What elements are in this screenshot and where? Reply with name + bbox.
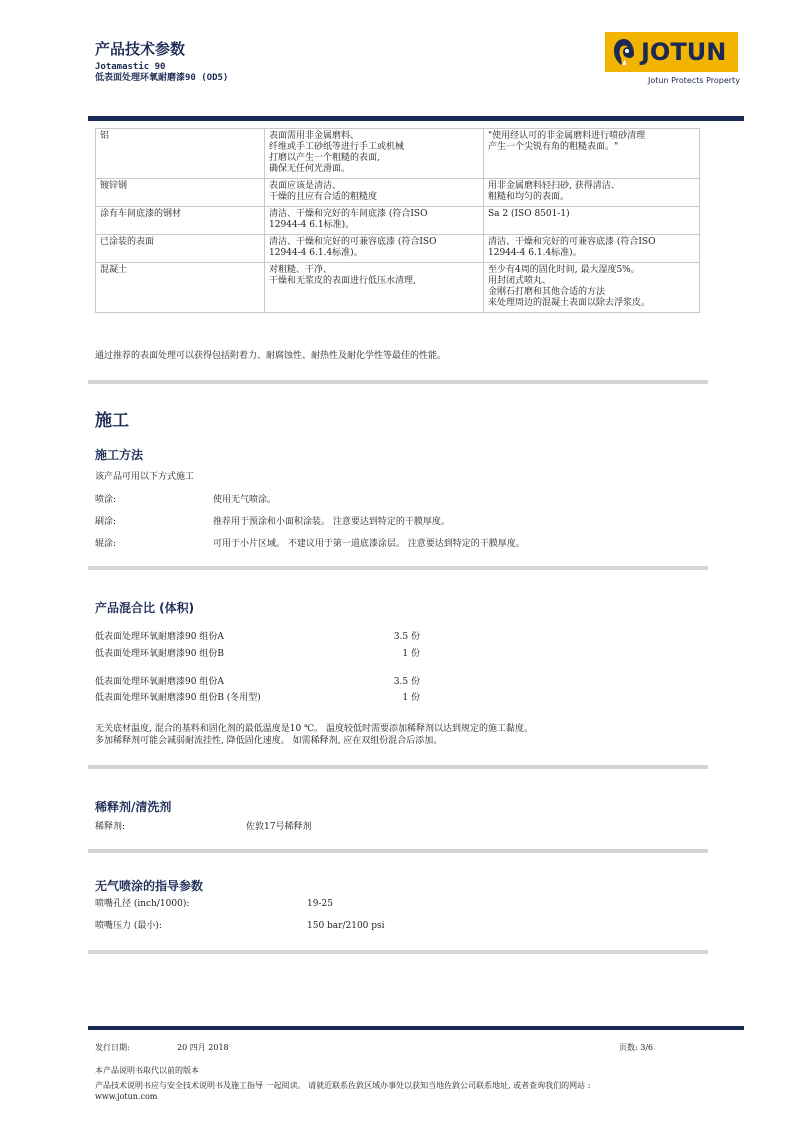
method-label: 刷涂: (95, 517, 117, 527)
minimum-prep-cell: 清洁、干燥和完好的车间底漆 (符合ISO 12944-4 6.1标准)。 (265, 207, 484, 235)
method-value: 使用无气喷涂。 (213, 495, 277, 505)
product-header (95, 62, 228, 84)
jotun-logo (605, 32, 738, 72)
section-divider (88, 380, 708, 384)
airless-value: 150 bar/2100 psi (307, 921, 385, 931)
methods-title: 施工方法 (95, 448, 144, 462)
mix-component-qty: 3.5 份 (393, 677, 420, 687)
section-divider (88, 849, 708, 853)
recommended-prep-cell: 用非金属磨料轻扫砂, 获得清洁、 粗糙和均匀的表面。 (484, 179, 700, 207)
method-label: 喷涂: (95, 495, 117, 505)
mix-component-name: 低表面处理环氧耐磨漆90 组份A (95, 632, 224, 642)
mixing-note-line: 多加稀释剂可能会减弱耐流挂性, 降低固化速度。 如需稀释剂, 应在双组份混合后添加。 (95, 736, 443, 746)
methods-intro: 该产品可用以下方式施工 (95, 472, 195, 482)
mix-component-name: 低表面处理环氧耐磨漆90 组份B (冬用型) (95, 693, 261, 703)
mix-component-name: 低表面处理环氧耐磨漆90 组份B (95, 649, 224, 659)
issue-date-label: 发行日期: (95, 1043, 130, 1052)
section-divider (88, 765, 708, 769)
minimum-prep-cell: 对粗糙、干净、 干燥和无浆皮的表面进行低压水清理, (265, 263, 484, 313)
minimum-prep-cell: 清洁、干燥和完好的可兼容底漆 (符合ISO 12944-4 6.1.4标准)。 (265, 235, 484, 263)
table-row (96, 207, 700, 235)
substrate-cell: 已涂装的表面 (96, 235, 265, 263)
mixing-note-line: 无关底材温度, 混合的基料和固化剂的最低温度是10 ℃。 温度较低时需要添加稀释剂以达到规定的施工黏度。 (95, 724, 533, 734)
table-row (96, 263, 700, 313)
minimum-prep-cell: 表面应该是清洁、 干燥的且应有合适的粗糙度 (265, 179, 484, 207)
method-label: 辊涂: (95, 539, 117, 549)
airless-title: 无气喷涂的指导参数 (95, 879, 204, 893)
recommended-prep-cell: 至少有4周的固化时间, 最大湿度5%。 用封闭式喷丸、 金刚石打磨和其他合适的方法 来处理周边的混凝土表面以除去浮浆皮。 (484, 263, 700, 313)
footer-supersedes: 本产品说明书取代以前的版本 (95, 1066, 199, 1075)
substrate-cell: 镀锌钢 (96, 179, 265, 207)
airless-label: 喷嘴孔径 (inch/1000): (95, 899, 190, 909)
substrate-cell: 涂有车间底漆的钢材 (96, 207, 265, 235)
issue-date: 20 四月 2018 (177, 1043, 229, 1052)
logo-tagline: Jotun Protects Property (648, 76, 740, 85)
section-divider (88, 950, 708, 954)
minimum-prep-cell: 表面需用非金属磨料、 纤维或手工砂纸等进行手工或机械 打磨以产生一个粗糙的表面, 确保无任何光滑面。 (265, 129, 484, 179)
airless-label: 喷嘴压力 (最小): (95, 921, 162, 931)
table-row (96, 179, 700, 207)
page-number: 页数: 3/6 (619, 1043, 654, 1052)
header-divider (88, 116, 744, 121)
recommended-prep-cell: Sa 2 (ISO 8501-1) (484, 207, 700, 235)
sandefjord-whale-icon (610, 36, 638, 68)
section-title-application: 施工 (95, 411, 129, 431)
product-name: Jotamastic 90 (95, 62, 166, 72)
page-title: 产品技术参数 (95, 40, 186, 58)
mix-component-qty: 1 份 (402, 649, 420, 659)
website-link[interactable]: www.jotun.com (95, 1092, 158, 1101)
substrate-cell: 铝 (96, 129, 265, 179)
surface-preparation-table (95, 128, 700, 313)
table-row (96, 235, 700, 263)
table-row (96, 129, 700, 179)
thinner-label: 稀释剂: (95, 822, 126, 832)
footer-divider (88, 1026, 744, 1030)
airless-value: 19-25 (307, 899, 333, 909)
recommended-prep-cell: 清洁、干燥和完好的可兼容底漆 (符合ISO 12944-4 6.1.4标准)。 (484, 235, 700, 263)
mix-component-qty: 3.5 份 (393, 632, 420, 642)
mix-component-qty: 1 份 (402, 693, 420, 703)
mix-component-name: 低表面处理环氧耐磨漆90 组份A (95, 677, 224, 687)
logo-wordmark: JOTUN (641, 38, 727, 66)
thinner-title: 稀释剂/清洗剂 (95, 800, 172, 814)
section-divider (88, 566, 708, 570)
substrate-cell: 混凝土 (96, 263, 265, 313)
method-value: 推荐用于预涂和小面积涂装。 注意要达到特定的干膜厚度。 (213, 517, 450, 527)
method-value: 可用于小片区域。 不建议用于第一道底漆涂层。 注意要达到特定的干膜厚度。 (213, 539, 525, 549)
footer-notice: 产品技术说明书应与安全技术说明书及施工指导 一起阅读。 请就近联系佐敦区域办事处以获知当地佐敦公司联系地址, 或者查询我们的网站 : (95, 1081, 591, 1090)
mixing-title: 产品混合比 (体积) (95, 601, 195, 615)
recommended-prep-cell: "使用经认可的非金属磨料进行喷砂清理 产生一个尖锐有角的粗糙表面。" (484, 129, 700, 179)
thinner-value: 佐敦17号稀释剂 (246, 822, 312, 832)
surface-note: 通过推荐的表面处理可以获得包括附着力、耐腐蚀性、耐热性及耐化学性等最佳的性能。 (95, 351, 447, 361)
product-subtitle: 低表面处理环氧耐磨漆90 (OD5) (95, 73, 229, 83)
